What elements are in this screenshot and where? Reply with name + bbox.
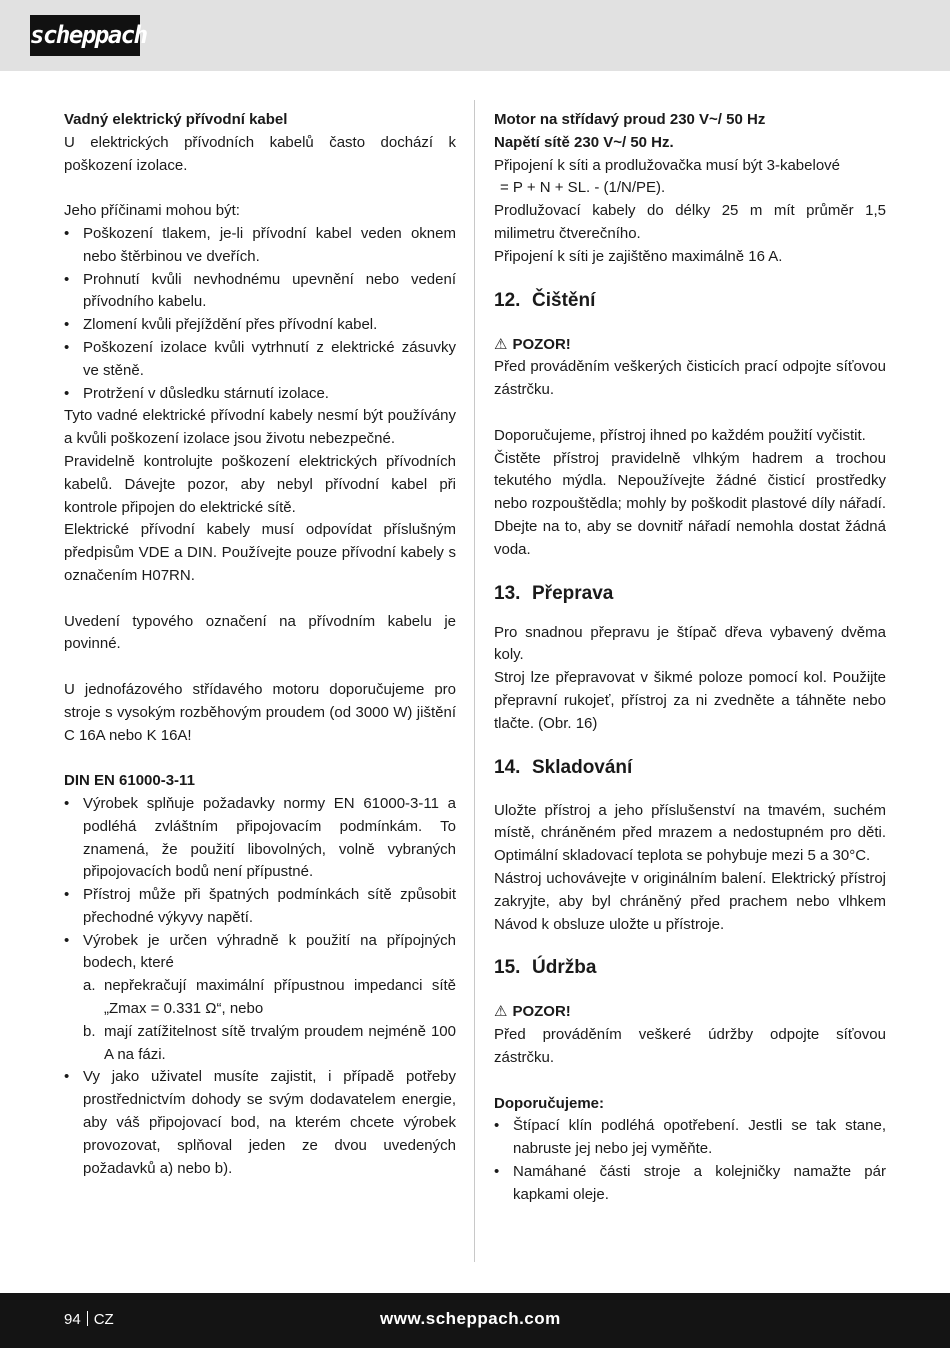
cable-intro: U elektrických přívodních kabelů často dochází k poškození izolace. <box>64 133 456 174</box>
warning-triangle-icon: ⚠ <box>494 335 508 353</box>
transport-paragraph-1: Pro snadnou přepravu je štípač dřeva vybavený dvěma koly. <box>494 623 886 664</box>
motor-line-6: Připojení k síti je zajištěno maximálně 16 A. <box>494 247 783 265</box>
column-divider <box>474 100 475 1262</box>
section-heading-storage <box>494 755 886 781</box>
warning-label <box>494 334 886 357</box>
scheppach-logo: scheppach <box>30 15 140 56</box>
sublist-item <box>83 975 456 1021</box>
list-item: • Vy jako uživatel musíte zajistit, i případě potřeby prostřednictvím dohody se svým dodavatelem energie, aby váš připojovací bod, na kterém chcete výrobek provozovat, splňoval jeden ze dvou uvedených požadavků a) nebo b). <box>64 1066 456 1180</box>
warning-text: POZOR! <box>512 335 571 353</box>
sublist-letter: b. <box>83 1022 96 1040</box>
page-number: 94 <box>64 1311 81 1328</box>
vde-paragraph: Elektrické přívodní kabely musí odpovídat příslušným předpisům VDE a DIN. Používejte pouze přívodní kabely s označením H07RN. <box>64 521 456 584</box>
din-sublist <box>83 975 456 1066</box>
list-item: • Protržení v důsledku stárnutí izolace. <box>64 383 456 406</box>
din-title: DIN EN 61000-3-11 <box>64 772 195 790</box>
website-url[interactable]: www.scheppach.com <box>380 1309 561 1328</box>
language-code: CZ <box>93 1311 114 1328</box>
sublist-text: mají zatížitelnost sítě trvalým proudem nejméně 100 A na fázi. <box>104 1022 456 1063</box>
dangerous-paragraph: Tyto vadné elektrické přívodní kabely nesmí být používány a kvůli poškození izolace jsou životu nebezpečné. <box>64 407 456 448</box>
section-title: Přeprava <box>532 582 614 604</box>
din-list <box>64 793 456 1181</box>
section-heading-cleaning <box>494 288 886 314</box>
check-paragraph: Pravidelně kontrolujte poškození elektrických přívodních kabelů. Dávejte pozor, aby nebyl přívodní kabel při kontrole připojen do elektrické sítě. <box>64 452 456 516</box>
list-item-text: Výrobek je určen výhradně k použití na přípojných bodech, které <box>83 931 456 972</box>
storage-paragraph-1: Uložte přístroj a jeho příslušenství na tmavém, suchém místě, chráněném před mrazem a nedostupném pro děti. Optimální skladovací teplota se pohybuje mezi 5 a 30°C. <box>494 801 886 865</box>
recommendation-title: Doporučujeme: <box>494 1094 605 1112</box>
motor-line-4: = P + N + SL. - (1/N/PE). <box>500 179 666 197</box>
sublist-item <box>83 1021 456 1067</box>
cleaning-warning-text: Před prováděním veškerých čisticích prací odpojte síťovou zástrčku. <box>494 358 886 399</box>
section-number: 12. <box>494 289 521 311</box>
cleaning-paragraph-1: Doporučujeme, přístroj ihned po každém použití vyčistit. <box>494 426 866 444</box>
motor-line-1: Motor na střídavý proud 230 V~/ 50 Hz <box>494 111 766 128</box>
page-number-block <box>64 1310 114 1330</box>
section-heading-maintenance <box>494 955 886 981</box>
storage-paragraph-2: Nástroj uchovávejte v originálním balení. Elektrický přístroj zakryjte, aby byl chráněný před prachem nebo vlhkem Návod k obsluze uložte u přístroje. <box>494 869 886 933</box>
motor-line-2: Napětí sítě 230 V~/ 50 Hz. <box>494 133 674 151</box>
section-number: 14. <box>494 756 521 778</box>
sublist-letter: a. <box>83 977 96 995</box>
cable-title: Vadný elektrický přívodní kabel <box>64 111 288 128</box>
right-column <box>494 109 886 1206</box>
page-header <box>0 0 950 71</box>
transport-paragraph-2: Stroj lze přepravovat v šikmé poloze pomocí kol. Použijte přepravní rukojeť, přístroj za ni zvedněte a táhněte nebo tlačte. (Obr. 16) <box>494 669 886 732</box>
maintenance-warning-text: Před prováděním veškeré údržby odpojte síťovou zástrčku. <box>494 1026 886 1066</box>
warning-text: POZOR! <box>512 1003 571 1021</box>
left-column <box>64 109 456 1180</box>
motor-line-3: Připojení k síti a prodlužovačka musí být 3-kabelové <box>494 156 841 174</box>
maintenance-list <box>494 1115 886 1206</box>
warning-triangle-icon: ⚠ <box>494 1003 508 1021</box>
fuse-paragraph: U jednofázového střídavého motoru doporučujeme pro stroje s vysokým rozběhovým proudem (od 3000 W) jištění C 16A nebo K 16A! <box>64 680 456 744</box>
section-title: Údržba <box>532 957 597 979</box>
page-footer <box>0 1293 950 1348</box>
causes-intro: Jeho příčinami mohou být: <box>64 202 240 220</box>
motor-line-5: Prodlužovací kabely do délky 25 m mít průměr 1,5 milimetru čtverečního. <box>494 202 886 242</box>
sublist-text: nepřekračují maximální přípustnou impedanci sítě „Zmax = 0.331 Ω“, nebo <box>104 977 456 1018</box>
list-item: • Poškození izolace kvůli vytrhnutí z elektrické zásuvky ve stěně. <box>64 337 456 383</box>
section-number: 15. <box>494 957 521 979</box>
cleaning-paragraph-2: Čistěte přístroj pravidelně vlhkým hadrem a trochou tekutého mýdla. Nepoužívejte žádné čisticí prostředky nebo rozpouštědla; mohly by poškodit plastové díly nářadí. Dbejte na to, aby se dovnitř nářadí nemohla dostat žádná voda. <box>494 449 886 558</box>
list-item: • Přístroj může při špatných podmínkách sítě způsobit přechodné výkyvy napětí. <box>64 884 456 930</box>
list-item: • Zlomení kvůli přejíždění přes přívodní kabel. <box>64 314 456 337</box>
causes-list <box>64 223 456 405</box>
list-item: • Namáhané části stroje a kolejničky namažte pár kapkami oleje. <box>494 1161 886 1207</box>
type-paragraph: Uvedení typového označení na přívodním kabelu je povinné. <box>64 612 456 653</box>
warning-label <box>494 1001 886 1024</box>
list-item: • Výrobek splňuje požadavky normy EN 61000-3-11 a podléhá zvláštním připojovacím podmínkám. To znamená, že použití libovolných, volně vybraných připojovacích bodů není přípustné. <box>64 793 456 884</box>
list-item: • Poškození tlakem, je-li přívodní kabel veden oknem nebo štěrbinou ve dveřích. <box>64 223 456 269</box>
section-number: 13. <box>494 582 521 604</box>
page-separator <box>87 1311 88 1326</box>
list-item: • Štípací klín podléhá opotřebení. Jestli se tak stane, nabruste jej nebo jej vyměňte. <box>494 1115 886 1161</box>
section-heading-transport <box>494 581 886 607</box>
list-item <box>64 930 456 1067</box>
section-title: Skladování <box>532 756 633 778</box>
section-title: Čištění <box>532 289 596 311</box>
list-item: • Prohnutí kvůli nevhodnému upevnění nebo vedení přívodního kabelu. <box>64 269 456 315</box>
